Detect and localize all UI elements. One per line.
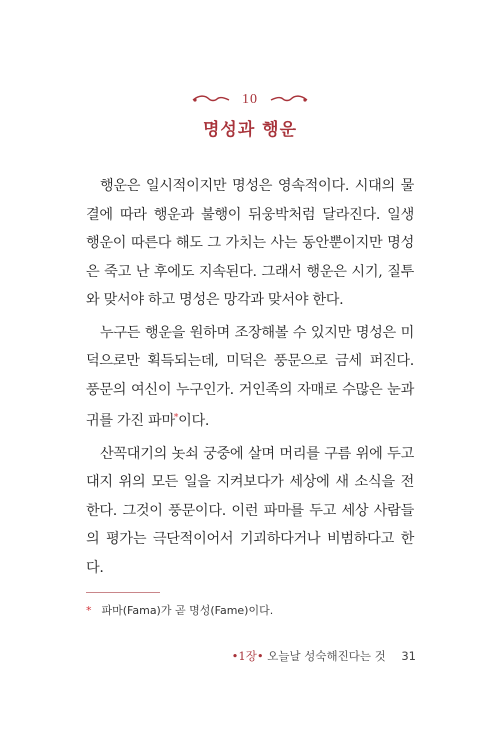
footer-chapter-title: 오늘날 성숙해진다는 것 — [267, 649, 386, 663]
right-ornament-icon — [269, 95, 309, 105]
chapter-title: 명성과 행운 — [202, 120, 298, 140]
footnote-text: 파마(Fama)가 곧 명성(Fame)이다. — [101, 604, 274, 617]
footnote-divider — [86, 592, 160, 593]
chapter-number: 10 — [242, 92, 258, 107]
footnote-bullet: * — [86, 604, 92, 617]
chapter-ornament — [0, 92, 500, 108]
footnote-marker[interactable]: * — [173, 413, 179, 423]
left-ornament-icon — [191, 95, 231, 105]
footnote — [86, 602, 273, 618]
body-text — [86, 172, 414, 586]
paragraph: 행운은 일시적이지만 명성은 영속적이다. 시대의 물결에 따라 행운과 불행이 뒤웅박처럼 달라진다. 일생 행운이 따른다 해도 그 가치는 사는 동안뿐이지만 명성은 죽고 난 후에도 지속된다. 그래서 행운은 시기, 질투와 맞서야 하고 명성은 망각과 맞서야 한다. — [86, 178, 414, 308]
paragraph: 산꼭대기의 놋쇠 궁중에 살며 머리를 구름 위에 두고 대지 위의 모든 일을 지켜보다가 세상에 새 소식을 전한다. 그것이 풍문이다. 이런 파마를 두고 세상 사람들의 평가는 극단적이어서 기괴하다거나 비범하다고 한다. — [86, 445, 414, 576]
footer-chapter-label: 1장 — [238, 649, 257, 663]
running-footer: •1장• 오늘날 성숙해진다는 것 31 — [231, 649, 416, 663]
paragraph: 누구든 행운을 원하며 조장해볼 수 있지만 명성은 미덕으로만 획득되는데, 미덕은 풍문으로 금세 퍼진다. 풍문의 여신이 누구인가. 거인족의 자매로 수많은 눈과 귀를 가진 파마*이다. — [86, 324, 414, 429]
page-number: 31 — [401, 649, 416, 663]
